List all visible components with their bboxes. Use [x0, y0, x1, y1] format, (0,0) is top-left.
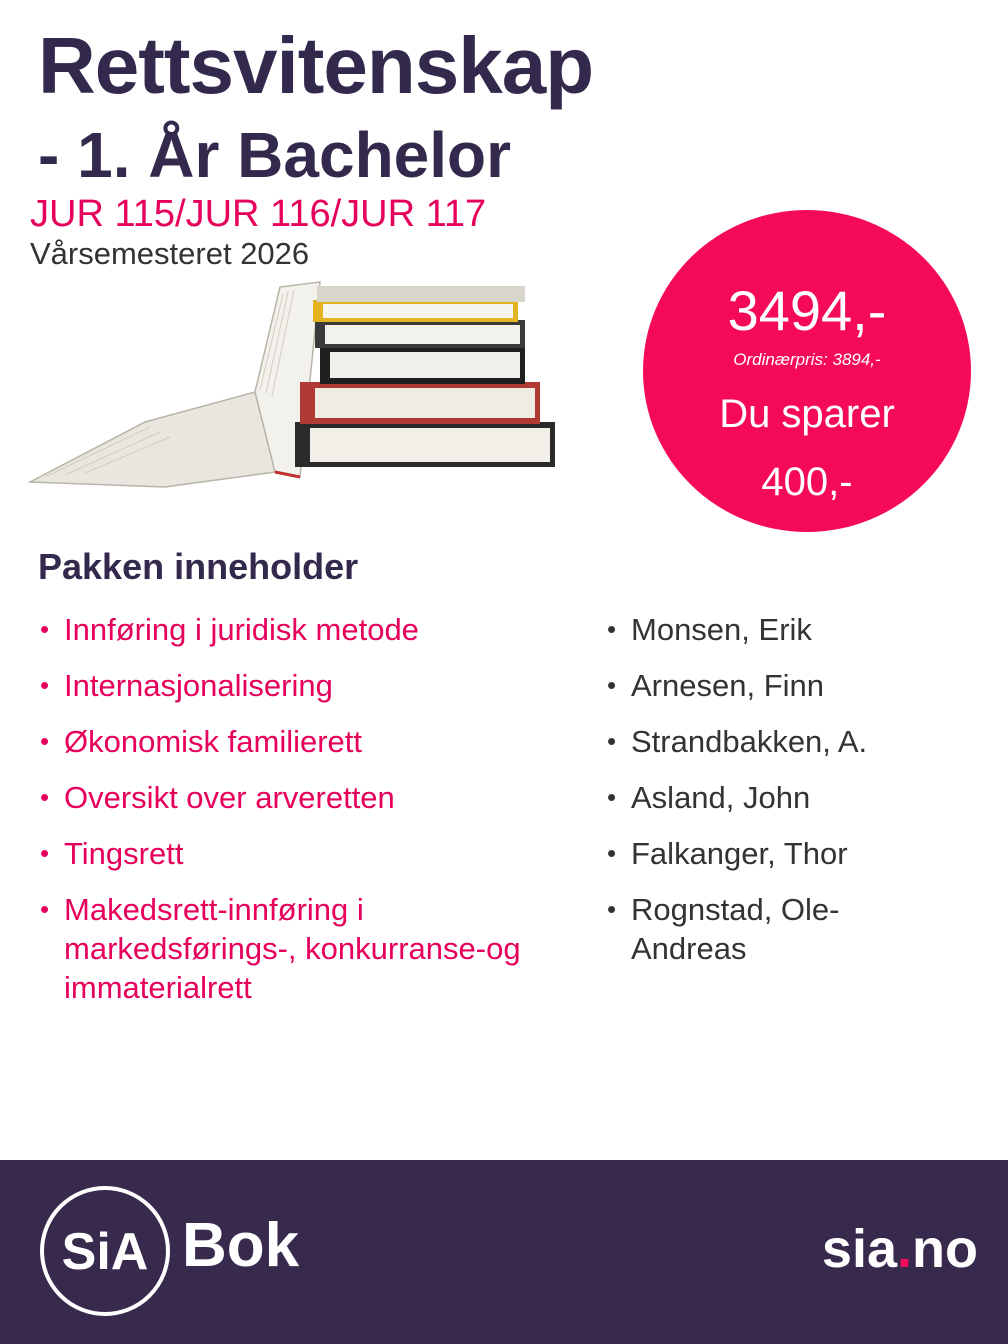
site-name: sia: [821, 1219, 897, 1279]
logo-text: SiA: [61, 1223, 149, 1281]
page-subtitle: - 1. År Bachelor: [38, 119, 512, 191]
price-badge: [643, 210, 971, 532]
current-price: 3494,-: [727, 279, 887, 342]
list-item: • Strandbakken, A.: [607, 722, 907, 761]
package-heading: Pakken inneholder: [38, 546, 359, 587]
site-tld: no: [912, 1219, 978, 1279]
book-titles-list: [40, 610, 585, 1024]
ordinary-price: Ordinærpris: 3894,-: [733, 350, 881, 369]
site-link[interactable]: [822, 1218, 978, 1280]
page-title: Rettsvitenskap: [38, 21, 594, 110]
list-item: • Asland, John: [607, 778, 907, 817]
sia-logo-icon: [40, 1186, 170, 1316]
list-item: • Økonomisk familierett: [40, 722, 585, 761]
list-item: • Innføring i juridisk metode: [40, 610, 585, 649]
savings-amount: 400,-: [761, 460, 853, 504]
list-item: • Oversikt over arveretten: [40, 778, 585, 817]
book-stack-icon: [25, 272, 565, 492]
list-item: • Monsen, Erik: [607, 610, 907, 649]
list-item: • Arnesen, Finn: [607, 666, 907, 705]
list-item: • Makedsrett-innføring i markedsførings-, konkurranse-og immaterialrett: [40, 890, 585, 1007]
site-dot: .: [897, 1219, 913, 1279]
authors-list: [607, 610, 907, 985]
list-item: • Tingsrett: [40, 834, 585, 873]
course-codes: JUR 115/JUR 116/JUR 117: [30, 193, 487, 235]
list-item: • Internasjonalisering: [40, 666, 585, 705]
list-item: • Rognstad, Ole-Andreas: [607, 890, 907, 968]
semester-label: Vårsemesteret 2026: [30, 236, 310, 271]
brand-suffix: Bok: [182, 1211, 300, 1280]
footer: [0, 1160, 1008, 1344]
list-item: • Falkanger, Thor: [607, 834, 907, 873]
savings-label: Du sparer: [719, 392, 895, 436]
